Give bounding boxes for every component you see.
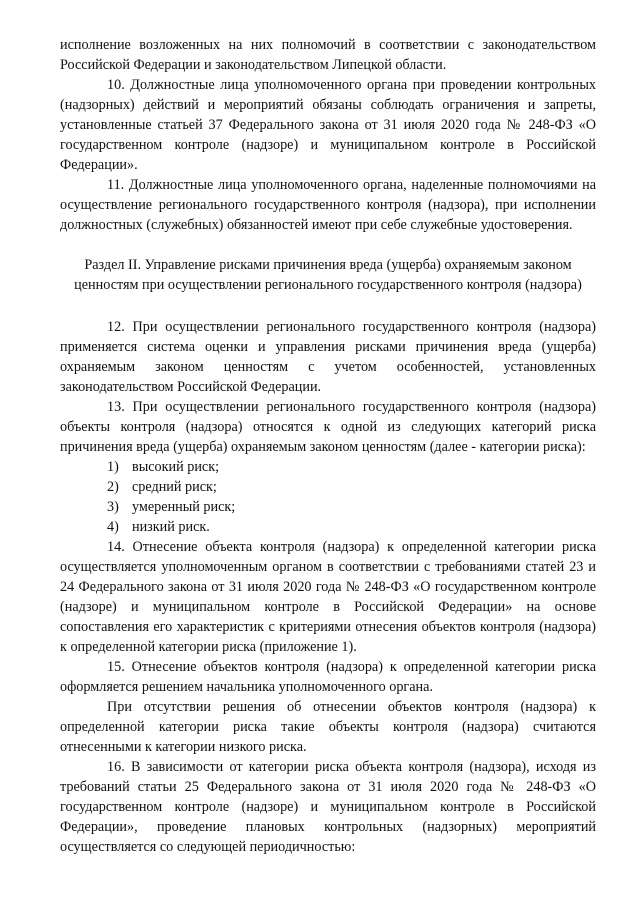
paragraph-15: 15. Отнесение объектов контроля (надзора) к определенной категории риска оформляется решением начальника уполномоченного органа. [60, 659, 596, 695]
paragraph-15-continuation: При отсутствии решения об отнесении объектов контроля (надзора) к определенной категории риска такие объекты контроля (надзора) считаются отнесенными к категории низкого риска. [60, 699, 596, 755]
list-item-text: высокий риск; [132, 459, 220, 475]
list-item-number: 1) [107, 459, 119, 475]
list-item [60, 457, 596, 477]
list-item-number: 3) [107, 499, 119, 515]
list-item-text: низкий риск. [132, 519, 210, 535]
list-item-number: 2) [107, 479, 119, 495]
paragraph-11: 11. Должностные лица уполномоченного органа, наделенные полномочиями на осуществление регионального государственного контроля (надзора), при исполнении должностных (служебных) обязанностей имеют при себе служебные удостоверения. [60, 177, 596, 233]
paragraph-12: 12. При осуществлении регионального государственного контроля (надзора) применяется система оценки и управления рисками причинения вреда (ущерба) охраняемым законом ценностям с учетом особенностей, установленных законодательством Российской Федерации. [60, 319, 596, 395]
document-body [60, 35, 596, 857]
list-item-text: средний риск; [132, 479, 217, 495]
spacer [60, 295, 596, 317]
paragraph-continuation: исполнение возложенных на них полномочий в соответствии с законодательством Российской Федерации и законодательством Липецкой области. [60, 37, 596, 73]
paragraph-10: 10. Должностные лица уполномоченного органа при проведении контрольных (надзорных) действий и мероприятий обязаны соблюдать ограничения и запреты, установленные статьей 37 Федерального закона от 31 июля 2020 года № 248-ФЗ «О государственном контроле (надзоре) и муниципальном контроле в Российской Федерации». [60, 77, 596, 173]
list-item [60, 517, 596, 537]
spacer [60, 235, 596, 255]
paragraph-13: 13. При осуществлении регионального государственного контроля (надзора) объекты контроля (надзора) относятся к одной из следующих категорий риска причинения вреда (ущерба) охраняемым законом ценностям (далее - категории риска): [60, 399, 596, 455]
list-item [60, 477, 596, 497]
list-item-number: 4) [107, 519, 119, 535]
list-item-text: умеренный риск; [132, 499, 236, 515]
paragraph-14: 14. Отнесение объекта контроля (надзора) к определенной категории риска осуществляется уполномоченным органом в соответствии с требованиями статей 23 и 24 Федерального закона от 31 июля 2020 года № 248-ФЗ «О государственном контроле (надзоре) и муниципальном контроле в Российской Федерации» на основе сопоставления его характеристик с критериями отнесения объектов контроля (надзора) к определенной категории риска (приложение 1). [60, 539, 596, 655]
paragraph-16: 16. В зависимости от категории риска объекта контроля (надзора), исходя из требований статьи 25 Федерального закона от 31 июля 2020 года № 248-ФЗ «О государственном контроле (надзоре) и муниципальном контроле в Российской Федерации», проведение плановых контрольных (надзорных) мероприятий осуществляется со следующей периодичностью: [60, 759, 596, 855]
list-item [60, 497, 596, 517]
section-heading: Раздел II. Управление рисками причинения вреда (ущерба) охраняемым законом ценностям при осуществлении регионального государственного контроля (надзора) [74, 257, 582, 293]
